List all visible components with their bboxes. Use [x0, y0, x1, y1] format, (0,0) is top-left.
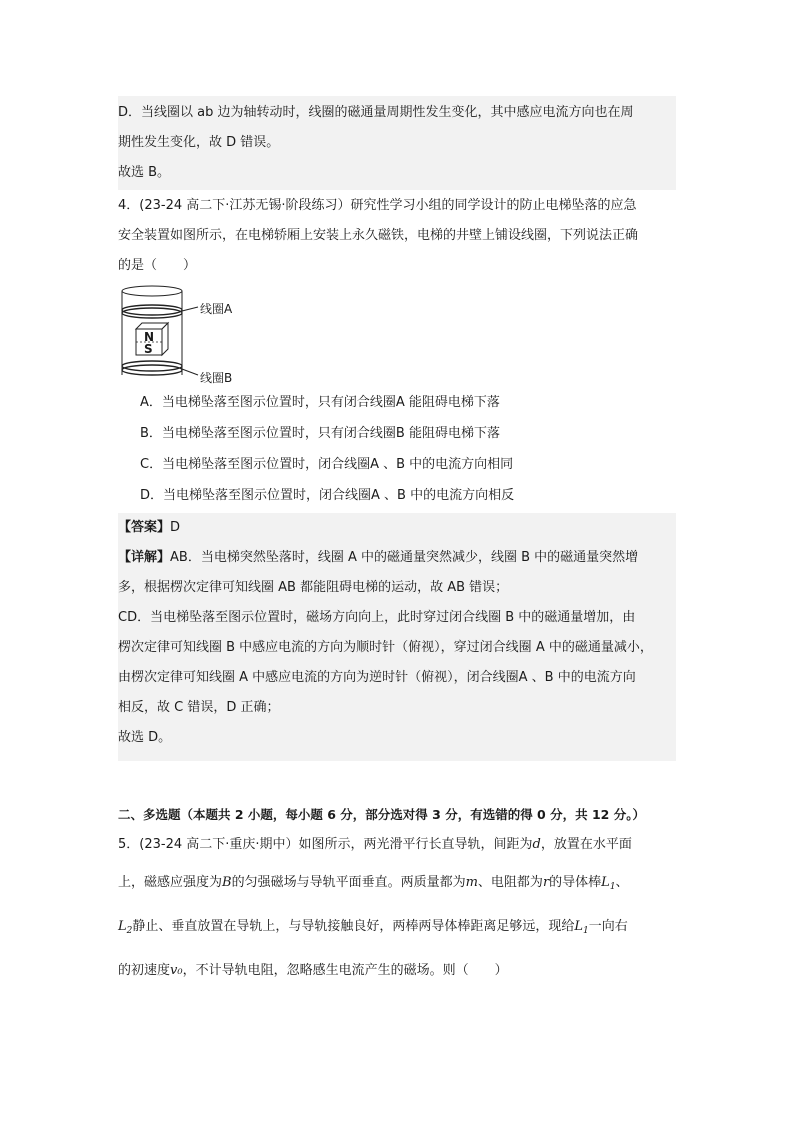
- answer-value: D: [170, 520, 181, 535]
- coil-b-label: 线圈B: [200, 371, 233, 385]
- q4-answer: [118, 513, 676, 543]
- q5-stem: [118, 830, 676, 986]
- q4-detail-line-1: [118, 543, 676, 573]
- detail-tag: 【详解】: [118, 550, 171, 565]
- q4-stem-line-3: 的是（ ）: [118, 258, 197, 273]
- symbol-l2: $L_2$: [118, 919, 133, 936]
- magnet-s-label: S: [144, 342, 153, 356]
- q3-conclusion: 故选 B。: [118, 165, 171, 180]
- q5-stem-line-3: $L_2$静止、垂直放置在导轨上，与导轨接触良好，两棒两导体棒距离足够远，现给$L_1$一向右: [118, 919, 628, 936]
- q4-detail-line-4: 楞次定律可知线圈 B 中感应电流的方向为顺时针（俯视），穿过闭合线圈 A 中的磁通量减小，: [118, 640, 653, 655]
- q4-detail-line-3: CD．当电梯坠落至图示位置时，磁场方向向上，此时穿过闭合线圈 B 中的磁通量增加，由: [118, 610, 636, 625]
- q4-option-d: D．当电梯坠落至图示位置时，闭合线圈A 、B 中的电流方向相反: [140, 488, 515, 503]
- answer-tag: 【答案】: [118, 520, 171, 535]
- q4-option-b: B．当电梯坠落至图示位置时，只有闭合线圈B 能阻碍电梯下落: [140, 426, 500, 441]
- q4-detail-line-5: 由楞次定律可知线圈 A 中感应电流的方向为逆时针（俯视），闭合线圈A 、B 中的电流方向: [118, 670, 636, 685]
- q3-option-d-explanation-cont: 期性发生变化，故 D 错误。: [118, 135, 280, 150]
- q4-detail-line-6: 相反，故 C 错误，D 正确；: [118, 700, 280, 715]
- section-heading-multiple-choice: 二、多选题（本题共 2 小题，每小题 6 分，部分选对得 3 分，有选错的得 0 分，共 12 分。）: [118, 807, 645, 822]
- q4-stem-line-1: 4．(23-24 高二下·江苏无锡·阶段练习）研究性学习小组的同学设计的防止电梯坠落的应急: [118, 198, 637, 213]
- q3-option-d-explanation: D．当线圈以 ab 边为轴转动时，线圈的磁通量周期性发生变化，其中感应电流方向也在周: [118, 105, 634, 120]
- q5-stem-line-4: 的初速度v₀，不计导轨电阻，忽略感生电流产生的磁场。则（ ）: [118, 963, 508, 978]
- coil-a-label: 线圈A: [200, 302, 233, 316]
- q4-stem: [118, 191, 676, 281]
- q4-solution-block: [118, 513, 676, 761]
- symbol-v0: v₀: [170, 963, 183, 978]
- symbol-d: d: [532, 837, 541, 852]
- symbol-r: r: [542, 875, 550, 890]
- q4-option-c: C．当电梯坠落至图示位置时，闭合线圈A 、B 中的电流方向相同: [140, 457, 514, 472]
- magnet-n-label: N: [144, 330, 155, 344]
- elevator-coil-figure: [118, 283, 258, 388]
- q4-conclusion: 故选 D。: [118, 730, 172, 745]
- detail-text: AB．当电梯突然坠落时，线圈 A 中的磁通量突然减少，线圈 B 中的磁通量突然增: [170, 550, 639, 565]
- symbol-m: m: [465, 875, 478, 890]
- elevator-shaft-diagram: [118, 283, 258, 388]
- q4-stem-line-2: 安全装置如图所示，在电梯轿厢上安装上永久磁铁，电梯的井壁上铺设线圈，下列说法正确: [118, 228, 639, 243]
- q4-option-a: A．当电梯坠落至图示位置时，只有闭合线圈A 能阻碍电梯下落: [140, 395, 500, 410]
- q4-detail-line-2: 多，根据楞次定律可知线圈 AB 都能阻碍电梯的运动，故 AB 错误；: [118, 580, 509, 595]
- q5-stem-line-1: 5．(23-24 高二下·重庆·期中）如图所示，两光滑平行长直导轨，间距为d，放置在水平面: [118, 837, 632, 852]
- symbol-l1-again: $L_1$: [574, 919, 589, 936]
- q5-stem-line-2: 上，磁感应强度为B的匀强磁场与导轨平面垂直。两质量都为m、电阻都为r的导体棒$L_1$、: [118, 875, 629, 892]
- q3-solution-block: [118, 96, 676, 190]
- symbol-l1: $L_1$: [601, 875, 616, 892]
- symbol-b: B: [222, 875, 232, 890]
